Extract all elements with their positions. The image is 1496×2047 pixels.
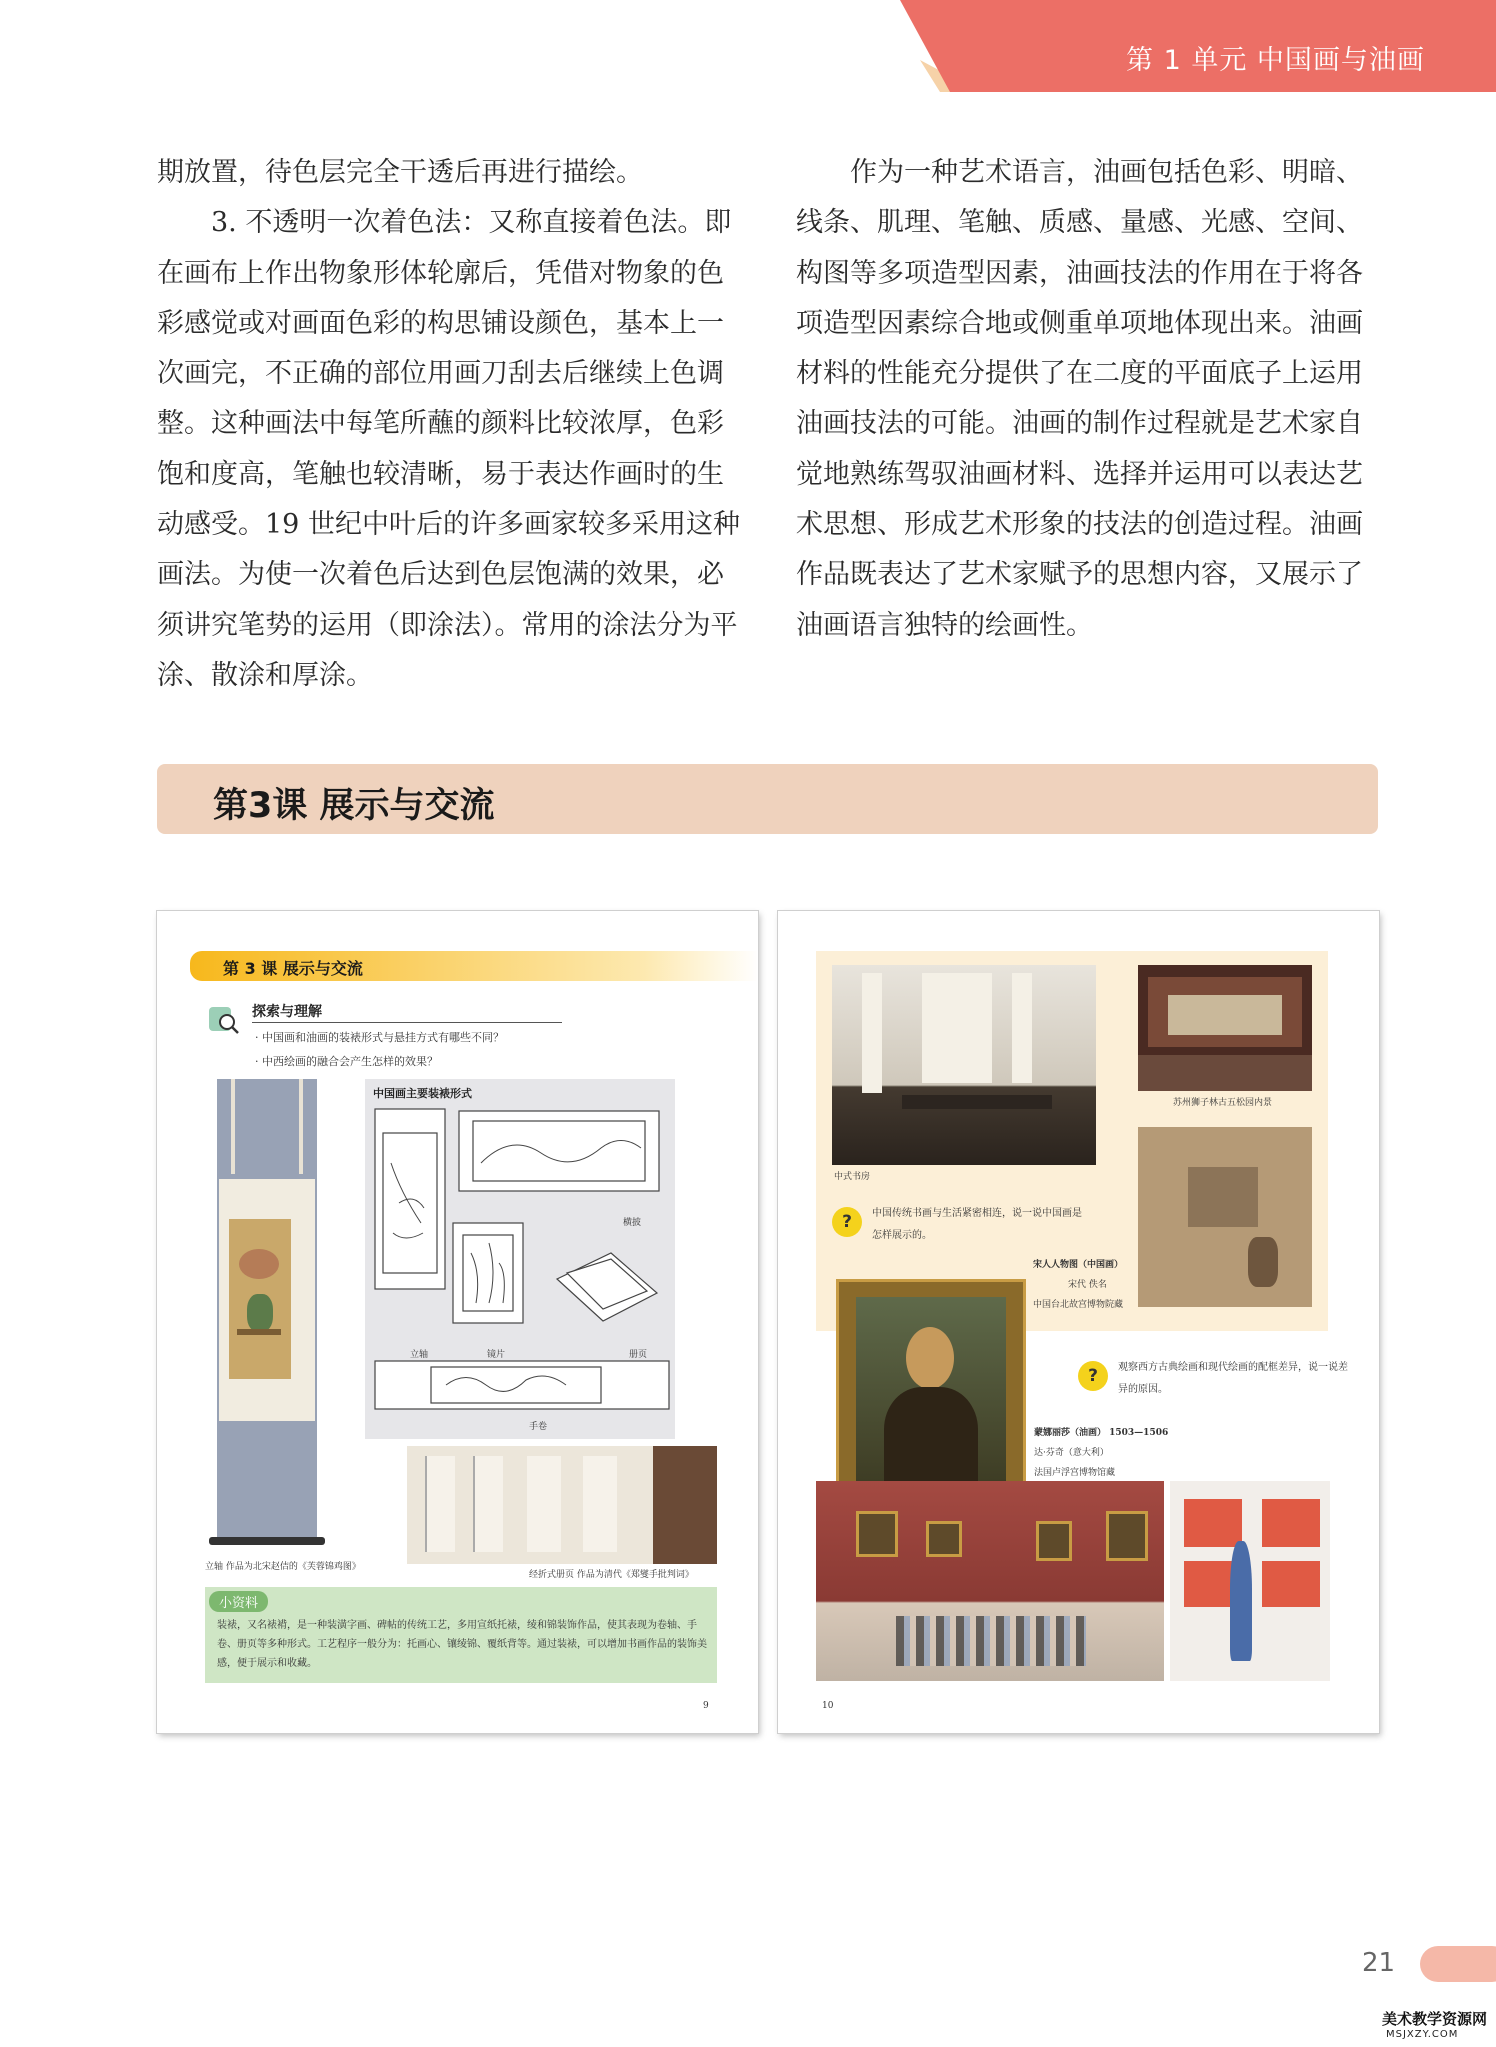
page-tab	[1420, 1946, 1496, 1982]
textbook-page-right	[778, 911, 1379, 1733]
study-room-image	[832, 965, 1096, 1165]
hanging-scroll-image	[217, 1079, 317, 1542]
album-leaf-image	[407, 1446, 717, 1564]
mona-author: 达·芬奇（意大利）	[1034, 1448, 1109, 1458]
mounting-forms-diagram	[371, 1103, 671, 1433]
song-location: 中国台北故宫博物院藏	[1033, 1300, 1124, 1310]
page-number: 9	[703, 1701, 709, 1711]
watermark-url: MSJXZY.COM	[1386, 2029, 1459, 2040]
unit-title: 第 1 单元 中国画与油画	[1126, 45, 1425, 76]
mona-lisa-image	[836, 1279, 1026, 1511]
divider	[252, 1022, 562, 1023]
lesson-banner-text: 第 3 课 展示与交流	[223, 959, 363, 978]
label-jingpian: 镜片	[487, 1350, 506, 1360]
watermark-logo: 美术教学资源网	[1382, 2010, 1488, 2028]
garden-interior-image	[1138, 965, 1312, 1091]
paragraph: 作为一种艺术语言，油画包括色彩、明暗、线条、肌理、笔触、质感、量感、光感、空间、构图等多项造型因素，油画技法的作用在于将各项造型因素综合地或侧重单项地体现出来。油画材料的性能充分提供了在二度的平面底子上运用油画技法的可能。油画的制作过程就是艺术家自觉地熟练驾驭油画材料、选择并运用可以表达艺术思想、形成艺术形象的技法的创造过程。油画作品既表达了艺术家赋予的思想内容，又展示了油画语言独特的绘画性。	[796, 157, 1363, 641]
paragraph: 3. 不透明一次着色法：又称直接着色法。即在画布上作出物象形体轮廓后，凭借对物象的色彩感觉或对画面色彩的构思铺设颜色，基本上一次画完，不正确的部位用画刀刮去后继续上色调整。这种画法中每笔所蘸的颜料比较浓厚，色彩饱和度高，笔触也较清晰，易于表达作画时的生动感受。19 世纪中叶后的许多画家较多采用这种画法。为使一次着色后达到色层饱满的效果，必须讲究笔势的运用（即涂法）。常用的涂法分为平涂、散涂和厚涂。	[157, 207, 740, 691]
gallery-image	[816, 1481, 1164, 1681]
caption-garden: 苏州狮子林古五松园内景	[1173, 1098, 1273, 1108]
question-icon: ?	[832, 1207, 862, 1237]
discussion-question: 观察西方古典绘画和现代绘画的配框差异，说一说差异的原因。	[1118, 1362, 1348, 1395]
right-text-column	[796, 148, 1381, 651]
caption-lizhou: 立轴 作品为北宋赵佶的《芙蓉锦鸡图》	[205, 1562, 361, 1572]
label-hengpi: 横披	[623, 1218, 642, 1228]
page-number: 21	[1362, 1948, 1396, 1978]
modern-gallery-image	[1170, 1481, 1330, 1681]
mount-title: 中国画主要装裱形式	[373, 1087, 472, 1100]
info-title: 小资料	[209, 1591, 268, 1612]
explore-question: · 中西绘画的融合会产生怎样的效果？	[255, 1055, 438, 1068]
discussion-question: 中国传统书画与生活紧密相连，说一说中国画是怎样展示的。	[872, 1208, 1082, 1241]
label-ceye: 册页	[629, 1350, 648, 1360]
song-title: 宋人人物图（中国画）	[1033, 1260, 1124, 1270]
caption-study: 中式书房	[834, 1172, 871, 1182]
song-figure-painting	[1138, 1127, 1312, 1307]
explore-question: · 中国画和油画的装裱形式与悬挂方式有哪些不同？	[255, 1031, 504, 1044]
song-author: 宋代 佚名	[1068, 1280, 1107, 1290]
info-text: 装裱，又名裱褙，是一种装潢字画、碑帖的传统工艺，多用宣纸托裱，绫和锦装饰作品，使其表现为卷轴、手卷、册页等多种形式。工艺程序一般分为：托画心、镶绫锦、覆纸背等。通过装裱，可以增加书画作品的装饰美感，便于展示和收藏。	[217, 1620, 707, 1669]
mona-location: 法国卢浮宫博物馆藏	[1034, 1468, 1116, 1478]
paragraph: 期放置，待色层完全干透后再进行描绘。	[157, 157, 643, 188]
textbook-page-left	[157, 911, 758, 1733]
mona-title: 蒙娜丽莎（油画） 1503—1506	[1034, 1428, 1169, 1438]
page-number: 10	[822, 1701, 834, 1711]
left-text-column	[157, 148, 742, 701]
label-lizhou: 立轴	[410, 1350, 429, 1360]
caption-album: 经折式册页 作品为清代《郑燮手批判词》	[529, 1570, 694, 1580]
magnifier-icon	[207, 1003, 241, 1037]
label-shoujuan: 手卷	[529, 1422, 548, 1432]
explore-title: 探索与理解	[252, 1004, 322, 1020]
lesson-title: 第3课 展示与交流	[213, 786, 495, 826]
question-icon: ?	[1078, 1361, 1108, 1391]
